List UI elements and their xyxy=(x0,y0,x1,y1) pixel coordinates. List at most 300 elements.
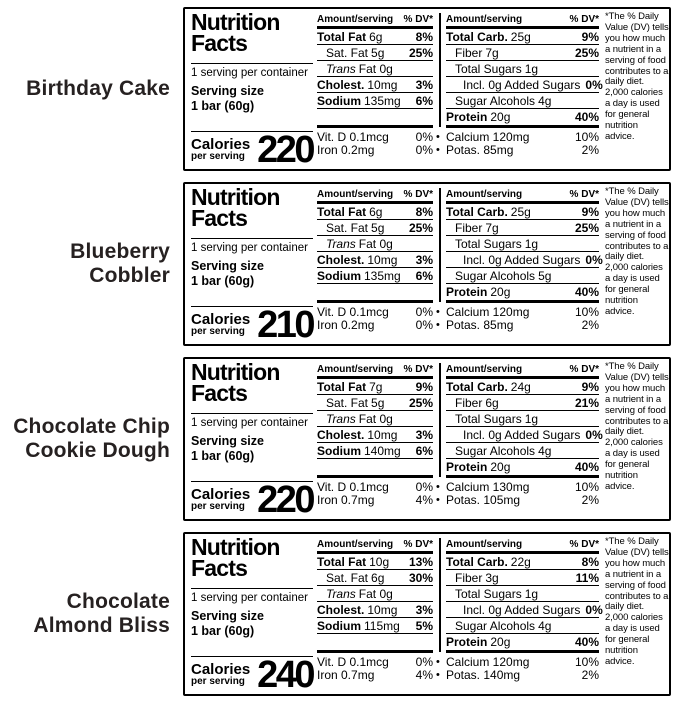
nutrient-name: Total Sugars xyxy=(455,586,522,601)
nutrient-row xyxy=(446,379,599,395)
vitamin-dv: 2% xyxy=(581,318,599,333)
nutrient-name: Cholest. xyxy=(317,427,365,442)
label-title-line2: Facts xyxy=(191,30,248,56)
nutrient-name: Incl. 0g Added Sugars xyxy=(463,602,581,617)
nutrient-name: Incl. 0g Added Sugars xyxy=(463,427,581,442)
column-header xyxy=(317,538,433,551)
nutrient-amount: 1g xyxy=(524,236,539,251)
vitamin-row xyxy=(317,144,433,158)
nutrient-dv: 9% xyxy=(415,379,433,394)
nutrient-dv: 6% xyxy=(415,268,433,283)
column-header xyxy=(446,538,599,551)
nutrition-panel-birthday-cake xyxy=(183,7,671,171)
serving-size-value: 1 bar (60g) xyxy=(191,274,255,288)
thick-divider-bar xyxy=(446,475,599,478)
nutrient-name: Total Fat xyxy=(317,204,367,219)
nutrient-name: Total Sugars xyxy=(455,411,522,426)
nutrition-panel-blueberry-cobbler xyxy=(183,182,671,346)
serving-size-value: 1 bar (60g) xyxy=(191,624,255,638)
dv-footnote: *The % Daily Value (DV) tells you how much a nutrient in a serving of food contributes to a daily diet. 2,000 calories a day is used for general nutrition advice. xyxy=(605,186,669,317)
nutrient-amount: 20g xyxy=(490,285,511,299)
nutrient-row xyxy=(317,602,433,618)
vitamins-section xyxy=(317,125,433,157)
flavor-name-line: Chocolate xyxy=(66,590,170,613)
thick-divider-bar xyxy=(446,650,599,653)
nutrient-row xyxy=(446,618,599,634)
bullet-icon: • xyxy=(436,669,440,682)
vitamin-name: Calcium 130mg xyxy=(446,479,530,494)
nutrient-dv: 0% xyxy=(585,77,603,92)
nutrient-row xyxy=(446,45,599,61)
vitamin-name: Calcium 120mg xyxy=(446,129,530,144)
vitamin-dv: 0% xyxy=(415,304,433,319)
calories-value: 220 xyxy=(257,129,313,171)
nutrient-row xyxy=(317,427,433,443)
nutrient-row xyxy=(446,602,603,618)
flavor-name-line: Birthday Cake xyxy=(26,77,170,100)
nutrient-name: Cholest. xyxy=(317,252,365,267)
nutrient-row xyxy=(446,220,599,236)
amount-serving-header: Amount/serving xyxy=(446,539,523,550)
nutrient-dv: 11% xyxy=(575,570,599,585)
nutrient-name: Total Carb. xyxy=(446,379,508,394)
vitamin-name: Calcium 120mg xyxy=(446,304,530,319)
column-header xyxy=(317,13,433,26)
nutrient-dv: 3% xyxy=(415,252,433,267)
nutrient-row xyxy=(317,586,433,602)
calories-sublabel: per serving xyxy=(191,151,245,162)
nutrient-column xyxy=(446,538,603,650)
nutrient-row xyxy=(317,570,433,586)
nutrient-row xyxy=(446,443,599,459)
nutrient-amount: 140mg xyxy=(364,443,401,458)
nutrient-amount: 5g xyxy=(371,45,385,60)
dv-header: % DV* xyxy=(403,364,433,375)
vitamin-row xyxy=(436,129,599,144)
label-title-line1: Nutrition xyxy=(191,184,280,210)
nutrient-dv: 40% xyxy=(574,285,599,299)
nutrient-row xyxy=(317,443,433,459)
nutrient-name: Sugar Alcohols xyxy=(455,93,536,108)
nutrient-row xyxy=(446,459,599,475)
nutrient-name: Sugar Alcohols xyxy=(455,268,536,283)
nutrient-dv: 5% xyxy=(415,618,433,633)
vitamin-dv: 2% xyxy=(581,143,599,158)
thick-divider-bar xyxy=(317,125,433,128)
nutrient-dv: 40% xyxy=(574,460,599,474)
nutrient-amount: 10mg xyxy=(367,77,398,92)
thick-divider-bar xyxy=(317,475,433,478)
nutrient-dv: 3% xyxy=(415,77,433,92)
nutrient-column xyxy=(446,13,603,125)
label-title-line2: Facts xyxy=(191,380,248,406)
vitamin-name: Vit. D 0.1mcg xyxy=(317,654,389,669)
flavor-name-chocolate-almond-bliss xyxy=(0,532,170,696)
nutrient-column xyxy=(317,13,433,109)
nutrient-row xyxy=(317,411,433,427)
vitamin-row xyxy=(317,305,433,319)
column-divider-line xyxy=(439,13,441,127)
nutrient-name: Sodium xyxy=(317,618,361,633)
calories-label: Calories xyxy=(191,486,251,503)
nutrition-panel-chocolate-almond-bliss xyxy=(183,532,671,696)
nutrient-name: Fiber xyxy=(455,220,483,235)
column-divider-line xyxy=(439,188,441,302)
calories-label: Calories xyxy=(191,661,251,678)
vitamins-section xyxy=(436,300,599,333)
nutrient-amount: 6g xyxy=(369,204,383,219)
nutrient-row xyxy=(317,554,433,570)
nutrient-dv: 0% xyxy=(585,427,603,442)
calories-label: Calories xyxy=(191,311,251,328)
vitamin-dv: 0% xyxy=(415,479,433,494)
nutrient-row xyxy=(317,61,433,77)
vitamin-name: Potas. 105mg xyxy=(446,493,521,508)
serving-size-label: Serving size xyxy=(191,84,264,98)
vitamin-name: Potas. 85mg xyxy=(446,318,514,333)
nutrient-name: Sugar Alcohols xyxy=(455,618,536,633)
nutrient-amount: 135mg xyxy=(364,93,401,108)
vitamin-dv: 0% xyxy=(415,654,433,669)
vitamin-dv: 10% xyxy=(574,304,599,319)
dv-header: % DV* xyxy=(403,189,433,200)
nutrient-amount: 7g xyxy=(485,45,499,60)
label-title-line1: Nutrition xyxy=(191,359,280,385)
nutrient-row xyxy=(446,109,599,125)
nutrient-row xyxy=(317,220,433,236)
nutrient-name: Incl. 0g Added Sugars xyxy=(463,77,581,92)
vitamin-row xyxy=(317,480,433,494)
dv-footnote: *The % Daily Value (DV) tells you how much a nutrient in a serving of food contributes to a daily diet. 2,000 calories a day is used for general nutrition advice. xyxy=(605,536,669,667)
nutrient-row xyxy=(317,77,433,93)
bullet-icon: • xyxy=(436,655,440,668)
thick-divider-bar xyxy=(317,300,433,303)
nutrient-column xyxy=(317,538,433,634)
vitamin-row xyxy=(436,668,599,683)
nutrient-amount: 4g xyxy=(538,618,552,633)
nutrient-amount: Fat 0g xyxy=(358,236,393,251)
nutrient-row xyxy=(317,268,433,284)
nutrient-name: Total Carb. xyxy=(446,29,508,44)
column-divider-line xyxy=(439,538,441,652)
column-header xyxy=(317,363,433,376)
nutrient-row xyxy=(317,29,433,45)
vitamin-row xyxy=(317,494,433,508)
flavor-name-line: Blueberry Cobbler xyxy=(70,240,170,287)
amount-serving-header: Amount/serving xyxy=(446,364,523,375)
vitamins-section xyxy=(436,475,599,508)
nutrition-panel-chocolate-chip-cookie-dough xyxy=(183,357,671,521)
nutrient-dv: 25% xyxy=(408,45,433,60)
dv-footnote: *The % Daily Value (DV) tells you how much a nutrient in a serving of food contributes to a daily diet. 2,000 calories a day is used for general nutrition advice. xyxy=(605,11,669,142)
calories-sublabel: per serving xyxy=(191,326,245,337)
vitamins-section xyxy=(317,650,433,682)
bullet-icon: • xyxy=(436,319,440,332)
vitamin-row xyxy=(317,669,433,683)
nutrient-row xyxy=(446,570,599,586)
column-header xyxy=(446,188,599,201)
servings-per-container: 1 serving per container xyxy=(191,592,308,604)
nutrient-name: Trans xyxy=(326,411,356,426)
nutrient-name: Protein xyxy=(446,110,488,124)
calories-label: Calories xyxy=(191,136,251,153)
nutrient-row xyxy=(446,427,603,443)
dv-header: % DV* xyxy=(569,364,599,375)
amount-serving-header: Amount/serving xyxy=(446,14,523,25)
column-header xyxy=(446,13,599,26)
vitamin-name: Potas. 85mg xyxy=(446,143,514,158)
serving-size-label: Serving size xyxy=(191,609,264,623)
nutrient-amount: 7g xyxy=(369,379,383,394)
nutrient-row xyxy=(446,586,599,602)
divider-line xyxy=(191,413,313,414)
nutrient-dv: 0% xyxy=(585,602,603,617)
calories-sublabel: per serving xyxy=(191,501,245,512)
nutrient-dv: 40% xyxy=(574,110,599,124)
nutrient-amount: 5g xyxy=(371,395,385,410)
nutrient-amount: 25g xyxy=(510,29,531,44)
nutrient-amount: 10mg xyxy=(367,252,398,267)
vitamins-section xyxy=(317,300,433,332)
vitamin-row xyxy=(436,493,599,508)
nutrient-amount: 1g xyxy=(524,411,539,426)
nutrient-dv: 8% xyxy=(581,554,599,569)
nutrient-row xyxy=(446,268,599,284)
nutrient-column xyxy=(317,188,433,284)
dv-header: % DV* xyxy=(569,14,599,25)
nutrient-amount: Fat 0g xyxy=(358,411,393,426)
nutrient-dv: 40% xyxy=(574,635,599,649)
label-title-line2: Facts xyxy=(191,205,248,231)
nutrient-dv: 6% xyxy=(415,93,433,108)
dv-header: % DV* xyxy=(403,14,433,25)
nutrient-amount: 135mg xyxy=(364,268,401,283)
nutrient-row xyxy=(446,29,599,45)
nutrient-amount: 3g xyxy=(485,570,499,585)
calories-label-stack xyxy=(191,313,250,337)
calories-label-stack xyxy=(191,488,250,512)
nutrient-dv: 25% xyxy=(408,395,433,410)
vitamins-section xyxy=(317,475,433,507)
nutrient-amount: 20g xyxy=(490,635,511,649)
amount-serving-header: Amount/serving xyxy=(317,364,394,375)
nutrient-dv: 21% xyxy=(574,395,599,410)
nutrient-columns xyxy=(317,363,603,515)
bullet-icon: • xyxy=(436,494,440,507)
nutrient-name: Cholest. xyxy=(317,602,365,617)
nutrient-name: Total Sugars xyxy=(455,61,522,76)
nutrient-columns xyxy=(317,188,603,340)
vitamin-name: Potas. 140mg xyxy=(446,668,521,683)
flavor-name-blueberry-cobbler xyxy=(0,182,170,346)
calories-sublabel: per serving xyxy=(191,676,245,687)
nutrient-dv: 9% xyxy=(581,379,599,394)
bullet-icon: • xyxy=(436,480,440,493)
amount-serving-header: Amount/serving xyxy=(317,189,394,200)
facts-left-section xyxy=(191,9,313,171)
nutrient-name: Fiber xyxy=(455,570,483,585)
nutrient-name: Protein xyxy=(446,460,488,474)
nutrient-row xyxy=(317,379,433,395)
nutrient-row xyxy=(317,204,433,220)
calories-label-stack xyxy=(191,663,250,687)
nutrient-name: Trans xyxy=(326,236,356,251)
column-header xyxy=(446,363,599,376)
label-title-line2: Facts xyxy=(191,555,248,581)
vitamin-dv: 4% xyxy=(415,668,433,683)
vitamin-row xyxy=(436,654,599,669)
thick-divider-bar xyxy=(446,125,599,128)
nutrient-row xyxy=(317,252,433,268)
vitamin-dv: 2% xyxy=(581,493,599,508)
nutrient-name: Sat. Fat xyxy=(326,45,369,60)
nutrient-name: Sodium xyxy=(317,443,361,458)
dv-header: % DV* xyxy=(403,539,433,550)
thick-divider-bar xyxy=(317,650,433,653)
nutrient-dv: 25% xyxy=(408,220,433,235)
nutrient-amount: 5g xyxy=(538,268,552,283)
nutrient-row xyxy=(317,236,433,252)
vitamin-dv: 10% xyxy=(574,654,599,669)
nutrient-row xyxy=(446,411,599,427)
nutrient-amount: Fat 0g xyxy=(358,61,393,76)
nutrient-row xyxy=(446,61,599,77)
vitamin-name: Iron 0.7mg xyxy=(317,493,375,508)
vitamin-dv: 4% xyxy=(415,493,433,508)
vitamin-dv: 0% xyxy=(415,143,433,158)
nutrient-amount: 6g xyxy=(485,395,499,410)
flavor-name-line: Chocolate Chip xyxy=(13,415,170,438)
vitamin-row xyxy=(317,655,433,669)
nutrient-name: Total Fat xyxy=(317,379,367,394)
servings-per-container: 1 serving per container xyxy=(191,242,308,254)
vitamin-dv: 0% xyxy=(415,129,433,144)
nutrient-dv: 9% xyxy=(581,29,599,44)
nutrient-row xyxy=(317,618,433,634)
vitamin-name: Vit. D 0.1mcg xyxy=(317,304,389,319)
nutrient-dv: 8% xyxy=(415,204,433,219)
vitamin-dv: 2% xyxy=(581,668,599,683)
nutrient-dv: 9% xyxy=(581,204,599,219)
vitamin-row xyxy=(436,304,599,319)
flavor-name-birthday-cake xyxy=(0,7,170,171)
nutrient-columns xyxy=(317,13,603,165)
facts-left-section xyxy=(191,184,313,346)
nutrient-name: Total Fat xyxy=(317,554,367,569)
calories-value: 240 xyxy=(257,654,313,696)
amount-serving-header: Amount/serving xyxy=(317,539,394,550)
nutrient-name: Total Sugars xyxy=(455,236,522,251)
nutrient-dv: 30% xyxy=(408,570,433,585)
nutrient-amount: 10mg xyxy=(367,602,398,617)
serving-size-label: Serving size xyxy=(191,259,264,273)
nutrient-row xyxy=(446,395,599,411)
flavor-name-chocolate-chip-cookie-dough xyxy=(0,357,170,521)
nutrient-name: Sat. Fat xyxy=(326,220,369,235)
nutrient-amount: 24g xyxy=(510,379,531,394)
vitamin-dv: 10% xyxy=(574,129,599,144)
nutrient-amount: Fat 0g xyxy=(358,586,393,601)
nutrient-name: Sodium xyxy=(317,268,361,283)
vitamins-section xyxy=(436,125,599,158)
nutrient-name: Incl. 0g Added Sugars xyxy=(463,252,581,267)
amount-serving-header: Amount/serving xyxy=(446,189,523,200)
vitamin-dv: 0% xyxy=(415,318,433,333)
nutrient-row xyxy=(317,395,433,411)
vitamin-name: Calcium 120mg xyxy=(446,654,530,669)
serving-size-label: Serving size xyxy=(191,434,264,448)
nutrient-name: Total Fat xyxy=(317,29,367,44)
vitamin-name: Vit. D 0.1mcg xyxy=(317,479,389,494)
vitamin-row xyxy=(436,318,599,333)
nutrient-amount: 5g xyxy=(371,220,385,235)
nutrient-name: Fiber xyxy=(455,45,483,60)
nutrient-amount: 22g xyxy=(510,554,531,569)
nutrient-amount: 1g xyxy=(524,586,539,601)
nutrient-row xyxy=(446,284,599,300)
nutrient-name: Sat. Fat xyxy=(326,570,369,585)
nutrient-name: Total Carb. xyxy=(446,204,508,219)
nutrient-row xyxy=(446,252,603,268)
bullet-icon: • xyxy=(436,305,440,318)
nutrient-name: Fiber xyxy=(455,395,483,410)
nutrient-amount: 6g xyxy=(371,570,385,585)
nutrient-amount: 10g xyxy=(369,554,390,569)
nutrient-amount: 4g xyxy=(538,443,552,458)
nutrient-amount: 115mg xyxy=(364,618,400,633)
nutrient-columns xyxy=(317,538,603,690)
serving-size-value: 1 bar (60g) xyxy=(191,99,255,113)
thick-divider-bar xyxy=(446,300,599,303)
bullet-icon: • xyxy=(436,130,440,143)
facts-left-section xyxy=(191,359,313,521)
nutrient-amount: 10mg xyxy=(367,427,398,442)
nutrient-row xyxy=(446,77,603,93)
nutrient-row xyxy=(446,554,599,570)
column-divider-line xyxy=(439,363,441,477)
nutrient-name: Sodium xyxy=(317,93,361,108)
nutrient-dv: 3% xyxy=(415,602,433,617)
nutrient-dv: 25% xyxy=(574,220,599,235)
nutrient-dv: 6% xyxy=(415,443,433,458)
vitamin-name: Iron 0.2mg xyxy=(317,318,375,333)
label-title-line1: Nutrition xyxy=(191,534,280,560)
vitamin-row xyxy=(317,319,433,333)
vitamin-row xyxy=(317,130,433,144)
nutrient-dv: 25% xyxy=(574,45,599,60)
serving-size-value: 1 bar (60g) xyxy=(191,449,255,463)
nutrient-dv: 8% xyxy=(415,29,433,44)
amount-serving-header: Amount/serving xyxy=(317,14,394,25)
nutrient-name: Trans xyxy=(326,586,356,601)
calories-value: 220 xyxy=(257,479,313,521)
nutrient-amount: 4g xyxy=(538,93,552,108)
calories-label-stack xyxy=(191,138,250,162)
vitamin-dv: 10% xyxy=(574,479,599,494)
divider-line xyxy=(191,238,313,239)
nutrient-name: Cholest. xyxy=(317,77,365,92)
dv-header: % DV* xyxy=(569,189,599,200)
dv-header: % DV* xyxy=(569,539,599,550)
bullet-icon: • xyxy=(436,144,440,157)
label-title-line1: Nutrition xyxy=(191,9,280,35)
nutrient-name: Protein xyxy=(446,285,488,299)
nutrient-row xyxy=(317,45,433,61)
nutrient-amount: 20g xyxy=(490,110,511,124)
calories-value: 210 xyxy=(257,304,313,346)
calories-block xyxy=(191,479,313,521)
vitamin-row xyxy=(436,479,599,494)
